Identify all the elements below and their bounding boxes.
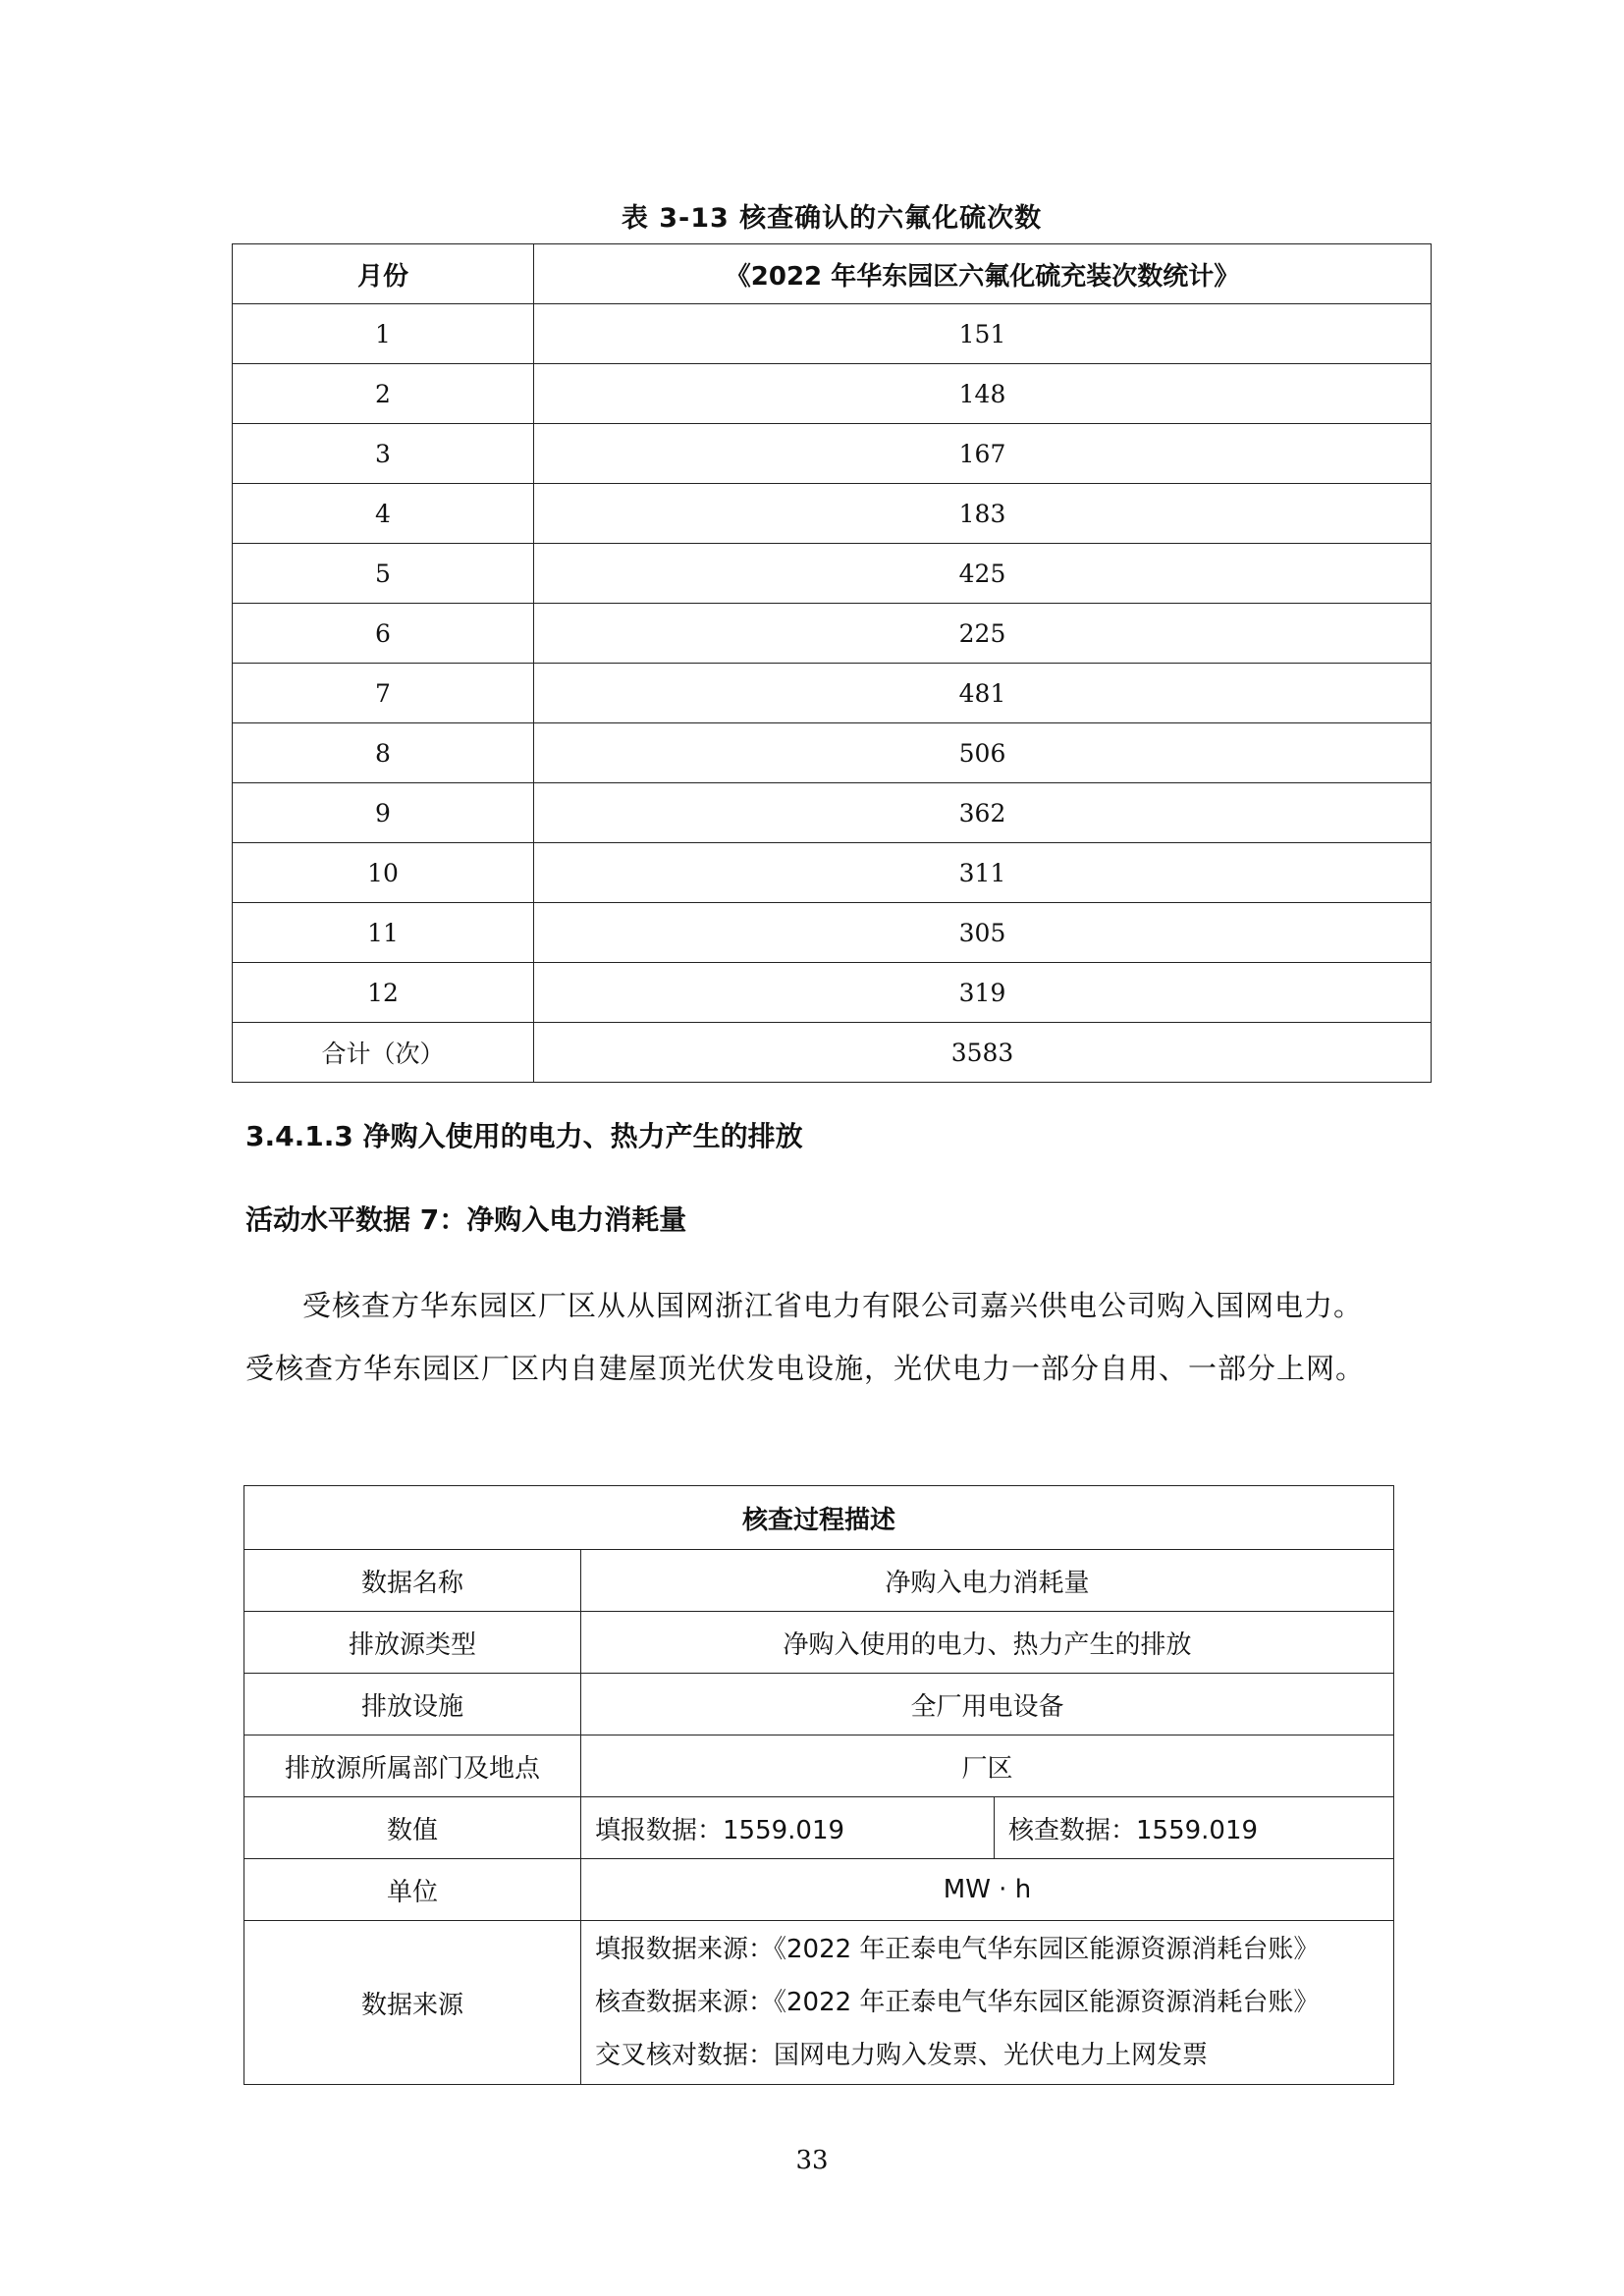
table-row	[233, 604, 1432, 664]
month-cell: 4	[233, 484, 534, 544]
unit-row	[244, 1859, 1394, 1921]
body-paragraph: 受核查方华东园区厂区从从国网浙江省电力有限公司嘉兴供电公司购入国网电力。受核查方华东园区厂区内自建屋顶光伏发电设施，光伏电力一部分自用、一部分上网。	[245, 1289, 1366, 1385]
page-number: 33	[795, 2146, 829, 2175]
data-name-value: 净购入电力消耗量	[581, 1550, 1394, 1612]
table-row	[233, 544, 1432, 604]
data-source-label: 数据来源	[244, 1921, 581, 2085]
data-source-line: 核查数据来源：《2022 年正泰电气华东园区能源资源消耗台账》	[595, 1988, 1320, 2017]
month-cell: 2	[233, 364, 534, 424]
process-table-title: 核查过程描述	[244, 1486, 1394, 1550]
table-row	[233, 484, 1432, 544]
count-cell: 148	[534, 364, 1432, 424]
count-cell: 506	[534, 723, 1432, 783]
count-cell: 481	[534, 664, 1432, 723]
activity-heading: 活动水平数据 7：净购入电力消耗量	[245, 1203, 687, 1236]
verification-process-table	[244, 1485, 1394, 2085]
process-title-row	[244, 1486, 1394, 1550]
table-row	[233, 424, 1432, 484]
table-row	[233, 364, 1432, 424]
count-cell: 311	[534, 843, 1432, 903]
count-cell: 183	[534, 484, 1432, 544]
month-cell: 8	[233, 723, 534, 783]
month-cell: 5	[233, 544, 534, 604]
source-type-label: 排放源类型	[244, 1612, 581, 1674]
month-cell: 12	[233, 963, 534, 1023]
count-cell: 151	[534, 304, 1432, 364]
table-total-row	[233, 1023, 1432, 1083]
facility-value: 全厂用电设备	[581, 1674, 1394, 1735]
count-cell: 425	[534, 544, 1432, 604]
month-cell: 9	[233, 783, 534, 843]
count-cell: 225	[534, 604, 1432, 664]
facility-row	[244, 1674, 1394, 1735]
location-label: 排放源所属部门及地点	[244, 1735, 581, 1797]
month-cell: 6	[233, 604, 534, 664]
table-caption: 表 3-13 核查确认的六氟化硫次数	[621, 203, 1043, 234]
table-row	[233, 304, 1432, 364]
data-source-line: 填报数据来源：《2022 年正泰电气华东园区能源资源消耗台账》	[595, 1935, 1320, 1964]
table-row	[233, 963, 1432, 1023]
month-cell: 10	[233, 843, 534, 903]
count-cell: 362	[534, 783, 1432, 843]
table-row	[233, 664, 1432, 723]
data-source-line: 交叉核对数据：国网电力购入发票、光伏电力上网发票	[595, 2041, 1209, 2070]
location-value: 厂区	[581, 1735, 1394, 1797]
count-cell: 319	[534, 963, 1432, 1023]
verified-value: 核查数据：1559.019	[995, 1797, 1394, 1859]
count-cell: 167	[534, 424, 1432, 484]
header-month: 月份	[233, 244, 534, 304]
unit-label: 单位	[244, 1859, 581, 1921]
count-cell: 305	[534, 903, 1432, 963]
data-name-row	[244, 1550, 1394, 1612]
header-count: 《2022 年华东园区六氟化硫充装次数统计》	[534, 244, 1432, 304]
data-source-row	[244, 1921, 1394, 2085]
sf6-count-table	[232, 243, 1432, 1083]
data-name-label: 数据名称	[244, 1550, 581, 1612]
table-header-row	[233, 244, 1432, 304]
section-heading: 3.4.1.3 净购入使用的电力、热力产生的排放	[245, 1120, 803, 1152]
reported-value: 填报数据：1559.019	[581, 1797, 995, 1859]
unit-value: MW · h	[581, 1859, 1394, 1921]
data-source-cell	[581, 1921, 1394, 2085]
month-cell: 1	[233, 304, 534, 364]
total-label: 合计（次）	[233, 1023, 534, 1083]
value-row	[244, 1797, 1394, 1859]
table-row	[233, 723, 1432, 783]
table-row	[233, 843, 1432, 903]
month-cell: 11	[233, 903, 534, 963]
source-type-row	[244, 1612, 1394, 1674]
table-row	[233, 903, 1432, 963]
facility-label: 排放设施	[244, 1674, 581, 1735]
month-cell: 3	[233, 424, 534, 484]
month-cell: 7	[233, 664, 534, 723]
value-label: 数值	[244, 1797, 581, 1859]
sf6-table-body	[233, 304, 1432, 1023]
source-type-value: 净购入使用的电力、热力产生的排放	[581, 1612, 1394, 1674]
location-row	[244, 1735, 1394, 1797]
table-row	[233, 783, 1432, 843]
total-value: 3583	[534, 1023, 1432, 1083]
